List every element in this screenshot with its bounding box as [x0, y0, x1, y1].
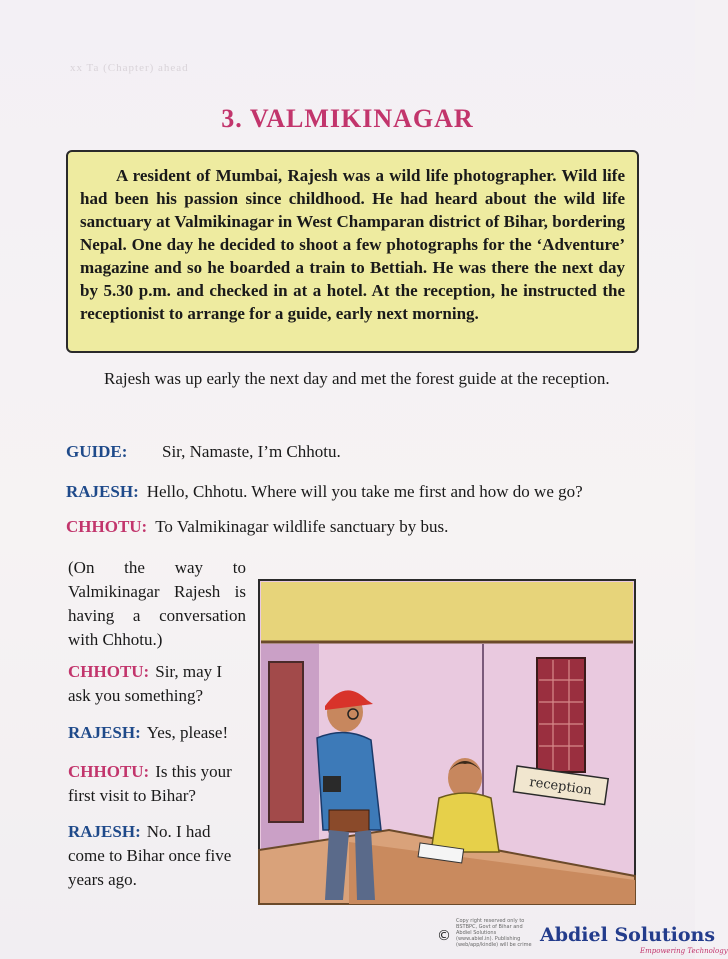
- stage-direction-rest: Valmikinagar Rajesh is having a conversation with Chhotu.): [68, 582, 246, 649]
- reception-sign-text: reception: [528, 774, 593, 799]
- speaker-label: CHHOTU:: [66, 517, 148, 536]
- dialogue-text: Hello, Chhotu. Where will you take me first and how do we go?: [146, 482, 583, 501]
- lattice-window: [537, 658, 585, 772]
- speaker-label: GUIDE:: [66, 442, 128, 461]
- dialogue-line-guide: [66, 442, 341, 462]
- camera: [323, 776, 341, 792]
- stage-direction-line1: (On the way to: [68, 558, 246, 577]
- stage-direction: [68, 556, 246, 652]
- dialogue-text: To Valmikinagar wildlife sanctuary by bus.: [155, 517, 449, 536]
- speaker-label: CHHOTU:: [68, 662, 150, 681]
- speaker-label: RAJESH:: [66, 482, 139, 501]
- dialogue-line-chhotu: [66, 517, 448, 537]
- brand-logo: Abdiel Solutions: [540, 924, 716, 946]
- speaker-label: RAJESH:: [68, 723, 141, 742]
- speaker-label: CHHOTU:: [68, 762, 150, 781]
- narration-line: Rajesh was up early the next day and met the forest guide at the reception.: [104, 369, 610, 388]
- faint-header-text: xx Ta (Chapter) ahead: [70, 62, 189, 74]
- side-line-rajesh-2: [68, 820, 246, 892]
- side-line-chhotu-1: [68, 660, 246, 708]
- side-line-chhotu-2: [68, 760, 246, 808]
- side-line-text: No. I had come to Bihar once five years ago.: [68, 822, 232, 889]
- door: [269, 662, 303, 822]
- ceiling-panel: [261, 582, 633, 642]
- side-line-text: Is this your first visit to Bihar?: [68, 762, 232, 805]
- receptionist-body: [431, 793, 499, 852]
- intro-paragraph: A resident of Mumbai, Rajesh was a wild life photographer. Wild life had been his passion since childhood. He had heard about the wild life sanctuary at Valmikinagar in West Champaran district of Bihar, bordering Nepal. One day he decided to shoot a few photographs for the ‘Adventure’ magazine and so he boarded a train to Bettiah. He was there the next day by 5.30 p.m. and checked in at a hotel. At the reception, he instructed the receptionist to arrange for a guide, early next morning.: [80, 166, 625, 323]
- side-line-text: Yes, please!: [146, 723, 229, 742]
- side-line-text: Sir, may I ask you something?: [68, 662, 223, 705]
- brand-tagline: Empowering Technology: [640, 947, 728, 955]
- chapter-title: 3. VALMIKINAGAR: [221, 104, 474, 133]
- camera-bag: [329, 810, 369, 832]
- dialogue-line-rajesh: [66, 482, 583, 502]
- copyright-symbol: ©: [437, 928, 451, 944]
- intro-box: [66, 150, 639, 353]
- dialogue-text: Sir, Namaste, I’m Chhotu.: [162, 442, 341, 461]
- reception-illustration: [259, 580, 635, 904]
- copyright-note: Copy right reserved only to BSTBPC, Govt of Bihar and Abdiel Solutions (www.abiel.in). Publishing (web/app/kindle) will be crime: [456, 918, 532, 948]
- side-line-rajesh-1: [68, 721, 246, 745]
- speaker-label: RAJESH:: [68, 822, 141, 841]
